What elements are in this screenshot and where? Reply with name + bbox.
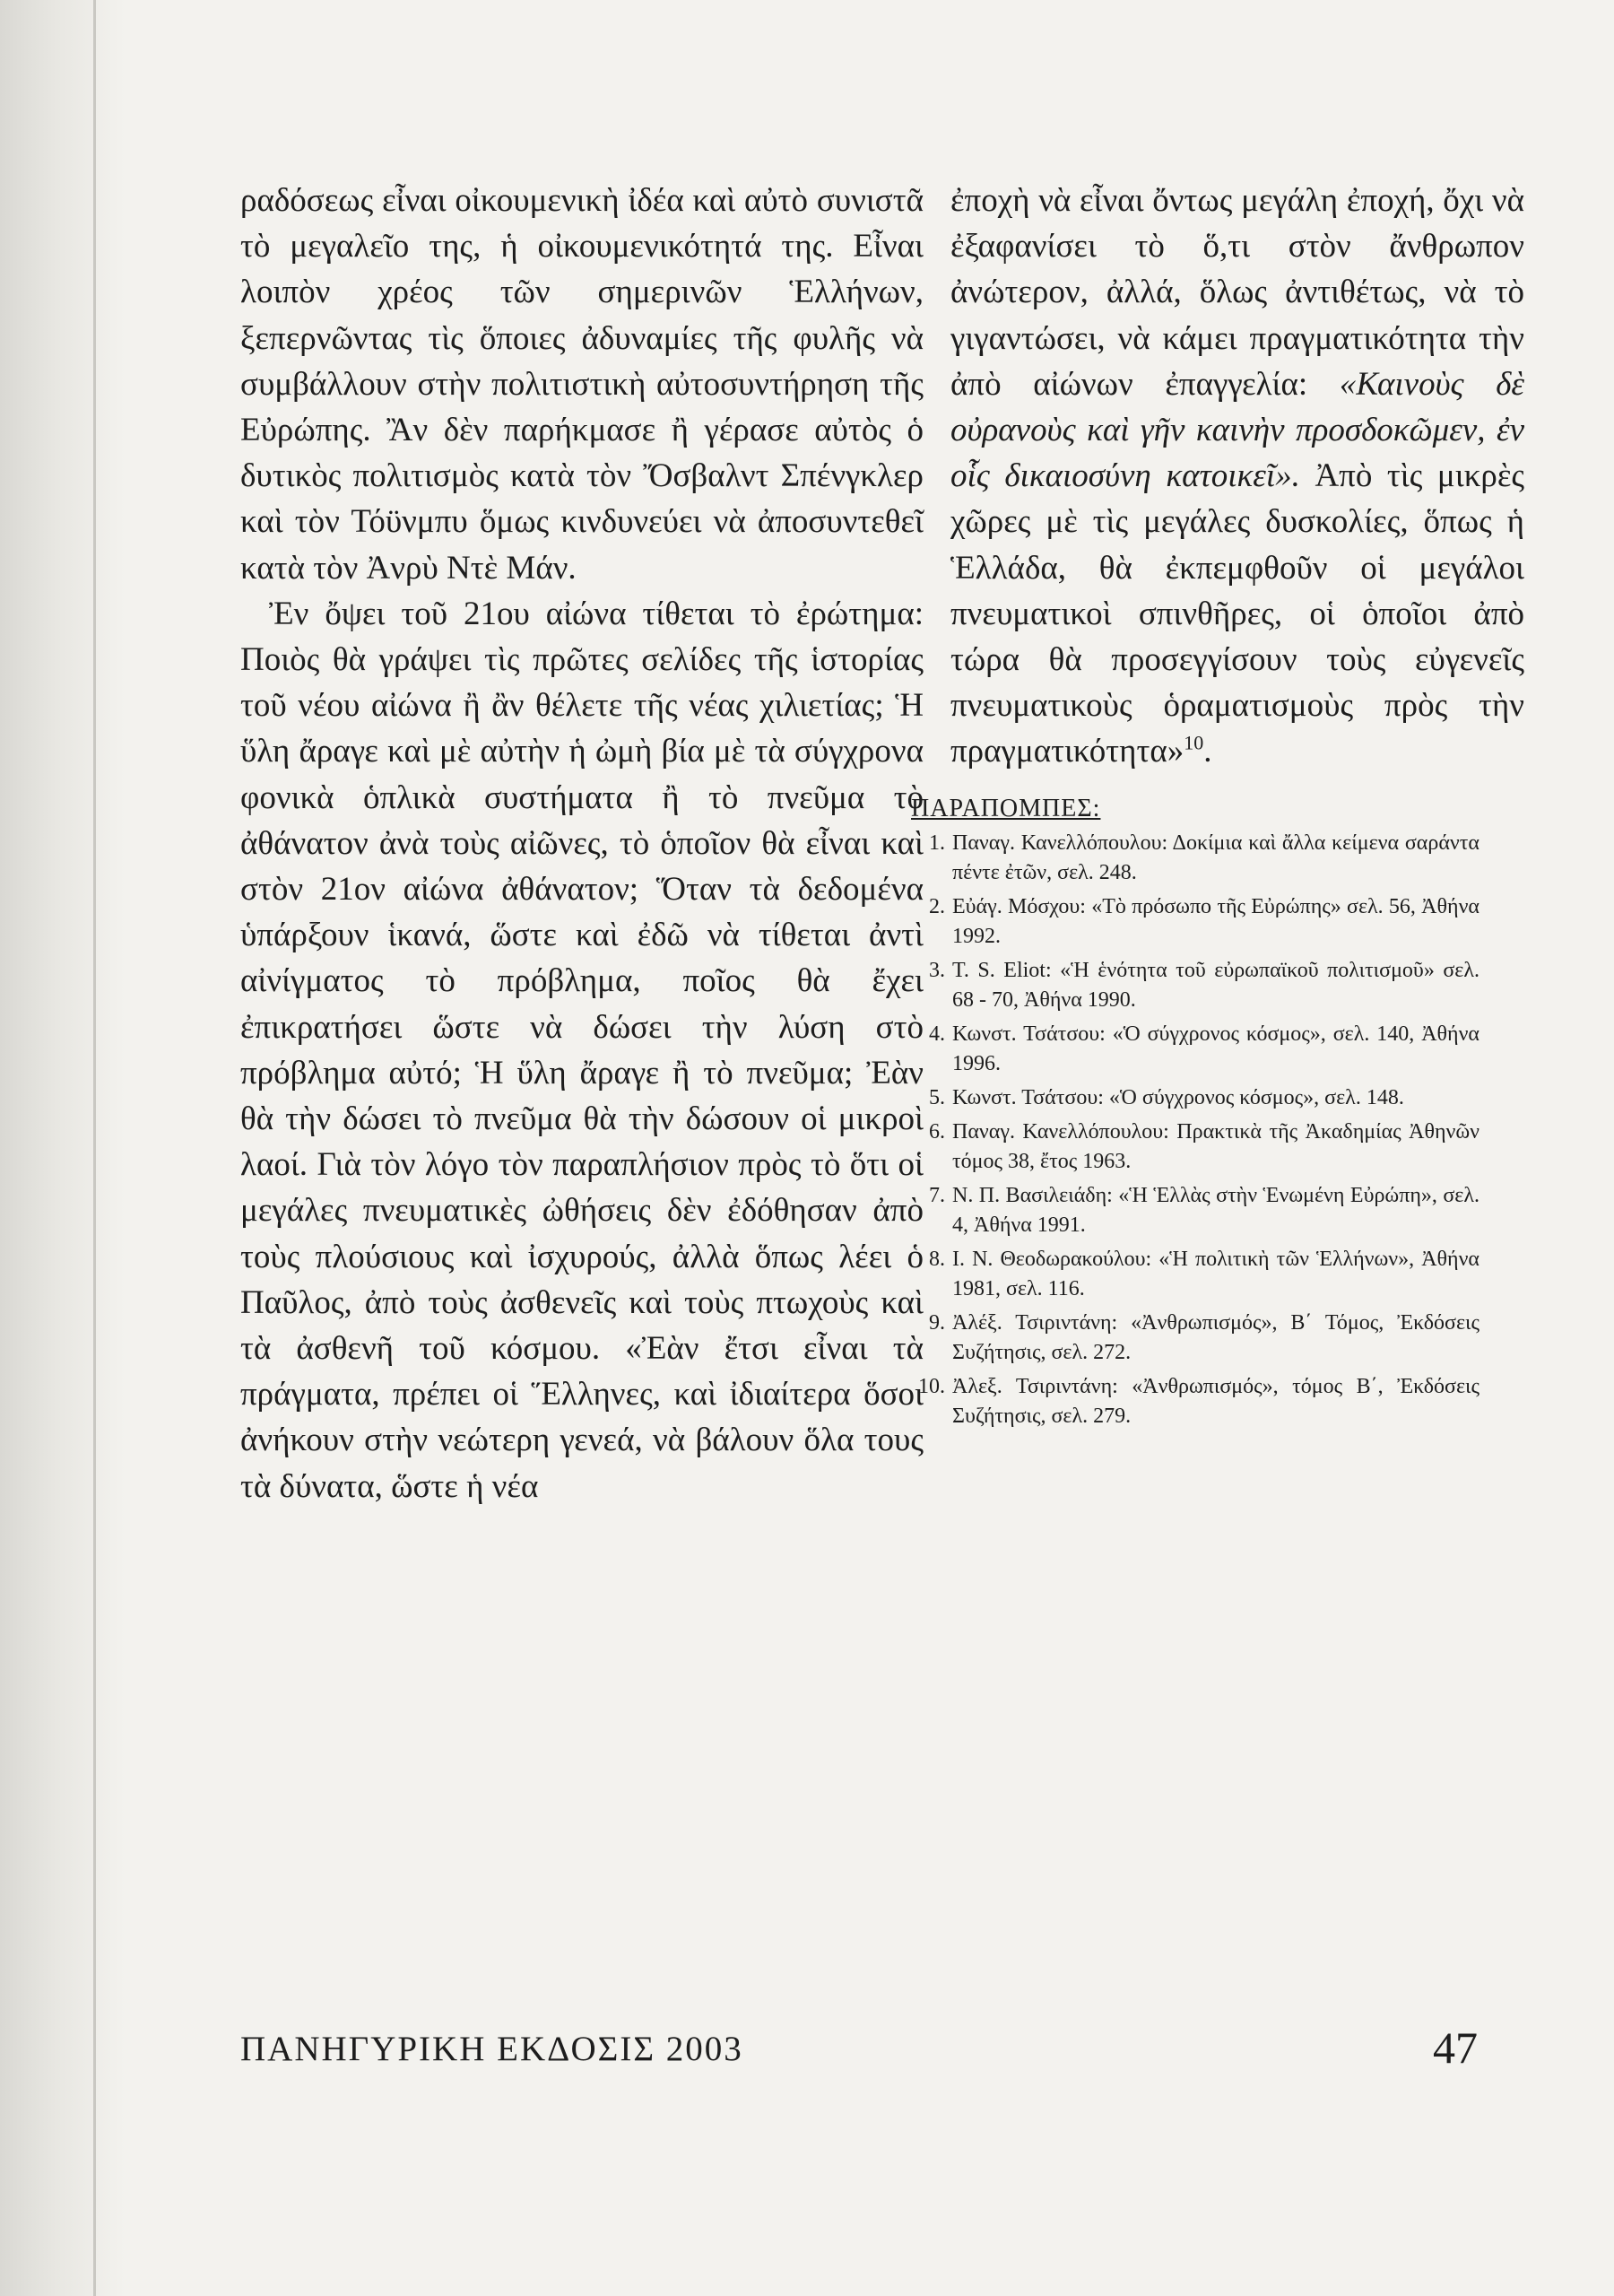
reference-text: Κωνστ. Τσάτσου: «Ὁ σύγχρονος κόσμος», σελ. 140, Ἀθήνα 1996. bbox=[952, 1022, 1480, 1075]
reference-text: Ι. Ν. Θεοδωρακούλου: «Ἡ πολιτικὴ τῶν Ἑλλήνων», Ἀθήνα 1981, σελ. 116. bbox=[952, 1248, 1480, 1300]
reference-item bbox=[906, 1118, 1480, 1177]
reference-text: T. S. Eliot: «Ἡ ἑνότητα τοῦ εὐρωπαϊκοῦ πολιτισμοῦ» σελ. 68 - 70, Ἀθήνα 1990. bbox=[952, 959, 1480, 1012]
page-edge-line bbox=[93, 0, 96, 2296]
page-number: 47 bbox=[1433, 2022, 1478, 2073]
reference-item bbox=[906, 1083, 1480, 1113]
reference-number: 4. bbox=[929, 1022, 945, 1046]
reference-number: 5. bbox=[929, 1086, 945, 1109]
publication-title: ΠΑΝΗΓΥΡΙΚΗ ΕΚΔΟΣΙΣ 2003 bbox=[240, 2030, 743, 2068]
reference-number: 6. bbox=[929, 1120, 945, 1144]
reference-number: 9. bbox=[929, 1311, 945, 1335]
reference-text: Παναγ. Κανελλόπουλου: Πρακτικὰ τῆς Ἀκαδημίας Ἀθηνῶν τόμος 38, ἔτος 1963. bbox=[952, 1120, 1480, 1173]
reference-number: 3. bbox=[929, 959, 945, 982]
body-paragraph bbox=[950, 178, 1524, 775]
references-heading: ΠΑΡΑΠΟΜΠΕΣ: bbox=[911, 795, 1101, 822]
paragraph-text: ἐποχὴ νὰ εἶναι ὄντως μεγάλη ἐποχή, ὄχι νὰ ἐξαφανίσει τὸ ὅ,τι στὸν ἄνθρωπον ἀνώτερον, ἀλλά, ὅλως ἀντιθέτως, νὰ τὸ γιγαντώσει, νὰ κάμει πραγματικότητα τὴν ἀπὸ αἰώνων ἐπαγγελία: bbox=[950, 182, 1524, 403]
paragraph-end-punctuation: . bbox=[1203, 733, 1212, 770]
reference-text: Ν. Π. Βασιλειάδη: «Ἡ Ἑλλὰς στὴν Ἑνωμένη Εὐρώπη», σελ. 4, Ἀθήνα 1991. bbox=[952, 1184, 1480, 1237]
footnote-reference: 10 bbox=[1184, 732, 1204, 755]
scripture-quote: «Καινοὺς δὲ οὐρανοὺς καὶ γῆν καινὴν προσδοκῶμεν, ἐν οἷς δικαιοσύνη κατοικεῖ». bbox=[950, 365, 1524, 495]
reference-item bbox=[906, 956, 1480, 1015]
reference-item bbox=[906, 892, 1480, 952]
page-footer bbox=[240, 2022, 1478, 2079]
reference-item bbox=[906, 829, 1480, 888]
left-text-column bbox=[240, 178, 924, 1509]
references-section bbox=[906, 794, 1480, 1436]
reference-item bbox=[906, 1372, 1480, 1431]
reference-number: 1. bbox=[929, 831, 945, 855]
reference-item bbox=[906, 1181, 1480, 1240]
reference-item bbox=[906, 1245, 1480, 1304]
body-paragraph: Ἐν ὄψει τοῦ 21ου αἰώνα τίθεται τὸ ἐρώτημα: Ποιὸς θὰ γράψει τὶς πρῶτες σελίδες τῆς ἱστορίας τοῦ νέου αἰώνα ἢ ἂν θέλετε τῆς νέας χιλιετίας; Ἡ ὕλη ἄραγε καὶ μὲ αὐτὴν ἡ ὠμὴ βία μὲ τὰ σύγχρονα φονικὰ ὁπλικὰ συστήματα ἢ τὸ πνεῦμα τὸ ἀθάνατον ἀνὰ τοὺς αἰῶνες, τὸ ὁποῖον θὰ εἶναι καὶ στὸν 21ον αἰώνα ἀθάνατον; Ὅταν τὰ δεδομένα ὑπάρξουν ἱκανά, ὥστε καὶ ἐδῶ νὰ τίθεται ἀντὶ αἰνίγματος τὸ πρόβλημα, ποῖος θὰ ἔχει ἐπικρατήσει ὥστε νὰ δώσει τὴν λύση στὸ πρόβλημα αὐτό; Ἡ ὕλη ἄραγε ἢ τὸ πνεῦμα; Ἐὰν θὰ τὴν δώσει τὸ πνεῦμα θὰ τὴν δώσουν οἱ μικροὶ λαοί. Γιὰ τὸν λόγο τὸν παραπλήσιον πρὸς τὸ ὅτι οἱ μεγάλες πνευματικὲς ὠθήσεις δὲν ἐδόθησαν ἀπὸ τοὺς πλούσιους καὶ ἰσχυρούς, ἀλλὰ ὅπως λέει ὁ Παῦλος, ἀπὸ τοὺς ἀσθενεῖς καὶ τοὺς πτωχοὺς καὶ τὰ ἀσθενῆ τοῦ κόσμου. «Ἐὰν ἔτσι εἶναι τὰ πράγματα, πρέπει οἱ Ἕλληνες, καὶ ἰδιαίτερα ὅσοι ἀνήκουν στὴν νεώτερη γενεά, νὰ βάλουν ὅλα τους τὰ δύνατα, ὥστε ἡ νέα bbox=[240, 595, 924, 1505]
reference-number: 8. bbox=[929, 1248, 945, 1271]
reference-text: Παναγ. Κανελλόπουλου: Δοκίμια καὶ ἄλλα κείμενα σαράντα πέντε ἐτῶν, σελ. 248. bbox=[952, 831, 1480, 884]
reference-number: 10. bbox=[918, 1375, 945, 1398]
page-gutter-shadow bbox=[0, 0, 126, 2296]
reference-text: Ἀλεξ. Τσιριντάνη: «Ἀνθρωπισμός», τόμος Β΄, Ἐκδόσεις Συζήτησις, σελ. 279. bbox=[952, 1375, 1480, 1428]
right-text-column bbox=[950, 178, 1524, 775]
reference-item bbox=[906, 1309, 1480, 1368]
body-paragraph: ραδόσεως εἶναι οἰκουμενικὴ ἰδέα καὶ αὐτὸ συνιστᾶ τὸ μεγαλεῖο της, ἡ οἰκουμενικότητά της. Εἶναι λοιπὸν χρέος τῶν σημερινῶν Ἑλλήνων, ξεπερνῶντας τὶς ὅποιες ἀδυναμίες τῆς φυλῆς νὰ συμβάλλουν στὴν πολιτιστικὴ αὐτοσυντήρηση τῆς Εὐρώπης. Ἂν δὲν παρήκμασε ἢ γέρασε αὐτὸς ὁ δυτικὸς πολιτισμὸς κατὰ τὸν Ὄσβαλντ Σπένγκλερ καὶ τὸν Τόϋνμπυ ὅμως κινδυνεύει νὰ ἀποσυντεθεῖ κατὰ τὸν Ἀνρὺ Ντὲ Μάν. bbox=[240, 182, 924, 587]
paragraph-text: Ἀπὸ τὶς μικρὲς χῶρες μὲ τὶς μεγάλες δυσκολίες, ὅπως ἡ Ἑλλάδα, θὰ ἐκπεμφθοῦν οἱ μεγάλοι πνευματικοὶ σπινθῆρες, οἱ ὁποῖοι ἀπὸ τώρα θὰ προσεγγίσουν τοὺς εὐγενεῖς πνευματικοὺς ὁραματισμοὺς πρὸς τὴν πραγματικότητα» bbox=[950, 457, 1525, 770]
reference-number: 7. bbox=[929, 1184, 945, 1207]
reference-text: Κωνστ. Τσάτσου: «Ὁ σύγχρονος κόσμος», σελ. 148. bbox=[952, 1086, 1404, 1109]
references-list bbox=[906, 829, 1480, 1431]
reference-text: Ἀλέξ. Τσιριντάνη: «Ἀνθρωπισμός», Β΄ Τόμος, Ἐκδόσεις Συζήτησις, σελ. 272. bbox=[952, 1311, 1480, 1364]
reference-number: 2. bbox=[929, 895, 945, 918]
reference-text: Εὐάγ. Μόσχου: «Τὸ πρόσωπο τῆς Εὐρώπης» σελ. 56, Ἀθήνα 1992. bbox=[952, 895, 1480, 948]
reference-item bbox=[906, 1020, 1480, 1079]
